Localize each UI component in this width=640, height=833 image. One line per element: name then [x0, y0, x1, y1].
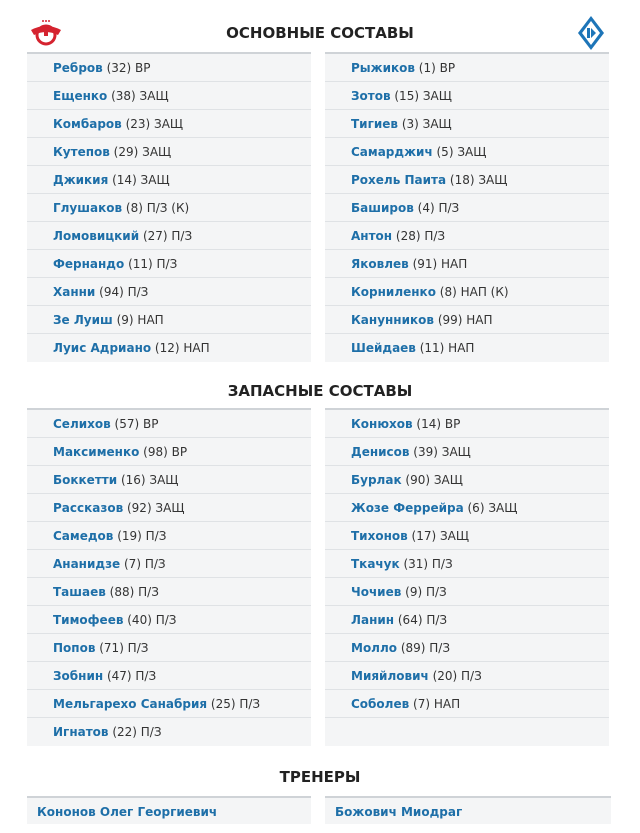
player-row — [325, 138, 609, 166]
player-name-link[interactable]: Фернандо — [53, 257, 125, 271]
player-name-link[interactable]: Ткачук — [351, 557, 400, 571]
player-number-position: (29) ЗАЩ — [109, 145, 172, 159]
player-number-position: (25) П/З — [207, 697, 261, 711]
player-number-position: (57) ВР — [110, 417, 159, 431]
player-row — [27, 550, 311, 578]
player-number-position: (31) П/З — [399, 557, 453, 571]
player-number-position: (17) ЗАЩ — [407, 529, 470, 543]
player-row — [325, 334, 609, 362]
player-row — [27, 82, 311, 110]
player-name-link[interactable]: Тимофеев — [53, 613, 124, 627]
player-name-link[interactable]: Канунников — [351, 313, 434, 327]
player-name-link[interactable]: Тихонов — [351, 529, 408, 543]
player-number-position: (7) П/З — [120, 557, 166, 571]
player-number-position: (22) П/З — [108, 725, 162, 739]
coaches-heading: ТРЕНЕРЫ — [279, 768, 361, 786]
player-number-position: (12) НАП — [151, 341, 210, 355]
player-number-position: (8) НАП (К) — [435, 285, 509, 299]
player-row — [27, 222, 311, 250]
player-name-link[interactable]: Мельгарехо Санабрия — [53, 697, 208, 711]
player-number-position: (7) НАП — [409, 697, 461, 711]
player-name-link[interactable]: Самедов — [53, 529, 114, 543]
player-name-link[interactable]: Глушаков — [53, 201, 123, 215]
player-row — [325, 690, 609, 718]
player-row — [325, 494, 609, 522]
player-name-link[interactable]: Денисов — [351, 445, 410, 459]
player-name-link[interactable]: Ломовицкий — [53, 229, 140, 243]
player-number-position: (8) П/З (К) — [122, 201, 190, 215]
player-number-position: (14) ЗАЩ — [108, 173, 170, 187]
player-number-position: (90) ЗАЩ — [401, 473, 463, 487]
player-row — [325, 166, 609, 194]
player-number-position: (38) ЗАЩ — [107, 89, 169, 103]
player-row — [325, 578, 609, 606]
player-number-position: (40) П/З — [123, 613, 177, 627]
subs-home-column — [27, 408, 311, 746]
player-row — [27, 166, 311, 194]
player-name-link[interactable]: Рохель Паита — [351, 173, 447, 187]
player-name-link[interactable]: Ланин — [351, 613, 395, 627]
player-row — [325, 222, 609, 250]
player-name-link[interactable]: Ананидзе — [53, 557, 121, 571]
player-number-position: (47) П/З — [103, 669, 157, 683]
player-row — [27, 306, 311, 334]
player-name-link[interactable]: Луис Адриано — [53, 341, 152, 355]
player-row — [325, 194, 609, 222]
player-row — [27, 438, 311, 466]
player-row — [27, 110, 311, 138]
player-name-link[interactable]: Зобнин — [53, 669, 104, 683]
player-row — [27, 278, 311, 306]
player-number-position: (19) П/З — [113, 529, 167, 543]
player-row — [325, 82, 609, 110]
player-number-position: (92) ЗАЩ — [123, 501, 185, 515]
player-name-link[interactable]: Яковлев — [351, 257, 409, 271]
player-number-position: (6) ЗАЩ — [463, 501, 518, 515]
player-row — [325, 662, 609, 690]
player-row — [27, 250, 311, 278]
coach-home[interactable]: Кононов Олег Георгиевич — [27, 796, 311, 824]
player-number-position: (88) П/З — [105, 585, 159, 599]
player-row — [27, 54, 311, 82]
player-row — [325, 54, 609, 82]
player-name-link[interactable]: Кутепов — [53, 145, 110, 159]
player-number-position: (15) ЗАЩ — [390, 89, 452, 103]
player-name-link[interactable]: Шейдаев — [351, 341, 416, 355]
player-number-position: (91) НАП — [408, 257, 468, 271]
player-name-link[interactable]: Антон — [351, 229, 393, 243]
player-row — [27, 718, 311, 746]
player-name-link[interactable]: Комбаров — [53, 117, 122, 131]
player-name-link[interactable]: Ташаев — [53, 585, 106, 599]
player-name-link[interactable]: Бурлак — [351, 473, 402, 487]
player-number-position: (4) П/З — [413, 201, 460, 215]
player-number-position: (1) ВР — [414, 61, 456, 75]
krylia-sovetov-logo-icon — [578, 16, 604, 50]
player-number-position: (27) П/З — [139, 229, 193, 243]
player-row — [27, 466, 311, 494]
player-row — [325, 438, 609, 466]
player-row — [27, 578, 311, 606]
player-name-link[interactable]: Жозе Феррейра — [351, 501, 464, 515]
player-name-link[interactable]: Ещенко — [53, 89, 108, 103]
player-row — [325, 250, 609, 278]
player-name-link[interactable]: Ханни — [53, 285, 96, 299]
player-number-position: (20) П/З — [428, 669, 482, 683]
player-row — [27, 334, 311, 362]
player-name-link[interactable]: Попов — [53, 641, 96, 655]
player-row — [325, 278, 609, 306]
lineups-heading: ОСНОВНЫЕ СОСТАВЫ — [226, 24, 414, 42]
player-number-position: (9) П/З — [401, 585, 447, 599]
player-row — [325, 466, 609, 494]
player-number-position: (98) ВР — [139, 445, 188, 459]
player-name-link[interactable]: Зе Луиш — [53, 313, 113, 327]
player-name-link[interactable]: Чочиев — [351, 585, 402, 599]
player-number-position: (94) П/З — [95, 285, 149, 299]
player-number-position: (64) П/З — [394, 613, 448, 627]
player-number-position: (32) ВР — [102, 61, 151, 75]
player-name-link[interactable]: Конюхов — [351, 417, 413, 431]
player-number-position: (3) ЗАЩ — [398, 117, 452, 131]
player-number-position: (23) ЗАЩ — [121, 117, 184, 131]
player-name-link[interactable]: Мияйлович — [351, 669, 429, 683]
player-number-position: (89) П/З — [397, 641, 451, 655]
player-number-position: (11) П/З — [124, 257, 178, 271]
player-name-link[interactable]: Самарджич — [351, 145, 433, 159]
spartak-logo-icon — [28, 18, 64, 46]
player-row — [27, 606, 311, 634]
empty-row — [325, 718, 609, 746]
player-name-link[interactable]: Рыжиков — [351, 61, 415, 75]
player-number-position: (5) ЗАЩ — [432, 145, 487, 159]
player-row — [27, 194, 311, 222]
player-row — [27, 494, 311, 522]
player-name-link[interactable]: Корниленко — [351, 285, 436, 299]
player-row — [325, 306, 609, 334]
player-name-link[interactable]: Тигиев — [351, 117, 399, 131]
player-row — [27, 662, 311, 690]
lineups-away-column — [325, 52, 609, 362]
player-number-position: (39) ЗАЩ — [409, 445, 471, 459]
player-number-position: (71) П/З — [95, 641, 149, 655]
player-number-position: (16) ЗАЩ — [117, 473, 179, 487]
player-row — [27, 138, 311, 166]
player-row — [325, 550, 609, 578]
player-name-link[interactable]: Ребров — [53, 61, 103, 75]
player-row — [27, 522, 311, 550]
player-name-link[interactable]: Игнатов — [53, 725, 109, 739]
coach-away[interactable]: Божович Миодраг — [325, 796, 611, 824]
player-name-link[interactable]: Зотов — [351, 89, 391, 103]
player-row — [325, 606, 609, 634]
player-row — [325, 410, 609, 438]
player-number-position: (9) НАП — [112, 313, 164, 327]
player-name-link[interactable]: Максименко — [53, 445, 140, 459]
player-number-position: (11) НАП — [415, 341, 475, 355]
player-row — [325, 634, 609, 662]
player-number-position: (28) П/З — [392, 229, 446, 243]
player-number-position: (99) НАП — [434, 313, 493, 327]
player-name-link[interactable]: Джикия — [53, 173, 109, 187]
player-name-link[interactable]: Рассказов — [53, 501, 124, 515]
player-row — [325, 522, 609, 550]
subs-heading: ЗАПАСНЫЕ СОСТАВЫ — [227, 382, 413, 400]
subs-away-column — [325, 408, 609, 746]
player-row — [27, 634, 311, 662]
player-number-position: (18) ЗАЩ — [446, 173, 508, 187]
player-name-link[interactable]: Молло — [351, 641, 398, 655]
player-name-link[interactable]: Баширов — [351, 201, 414, 215]
player-name-link[interactable]: Боккетти — [53, 473, 118, 487]
player-row — [27, 410, 311, 438]
player-name-link[interactable]: Селихов — [53, 417, 111, 431]
player-number-position: (14) ВР — [412, 417, 461, 431]
player-name-link[interactable]: Соболев — [351, 697, 410, 711]
lineups-home-column — [27, 52, 311, 362]
player-row — [27, 690, 311, 718]
player-row — [325, 110, 609, 138]
